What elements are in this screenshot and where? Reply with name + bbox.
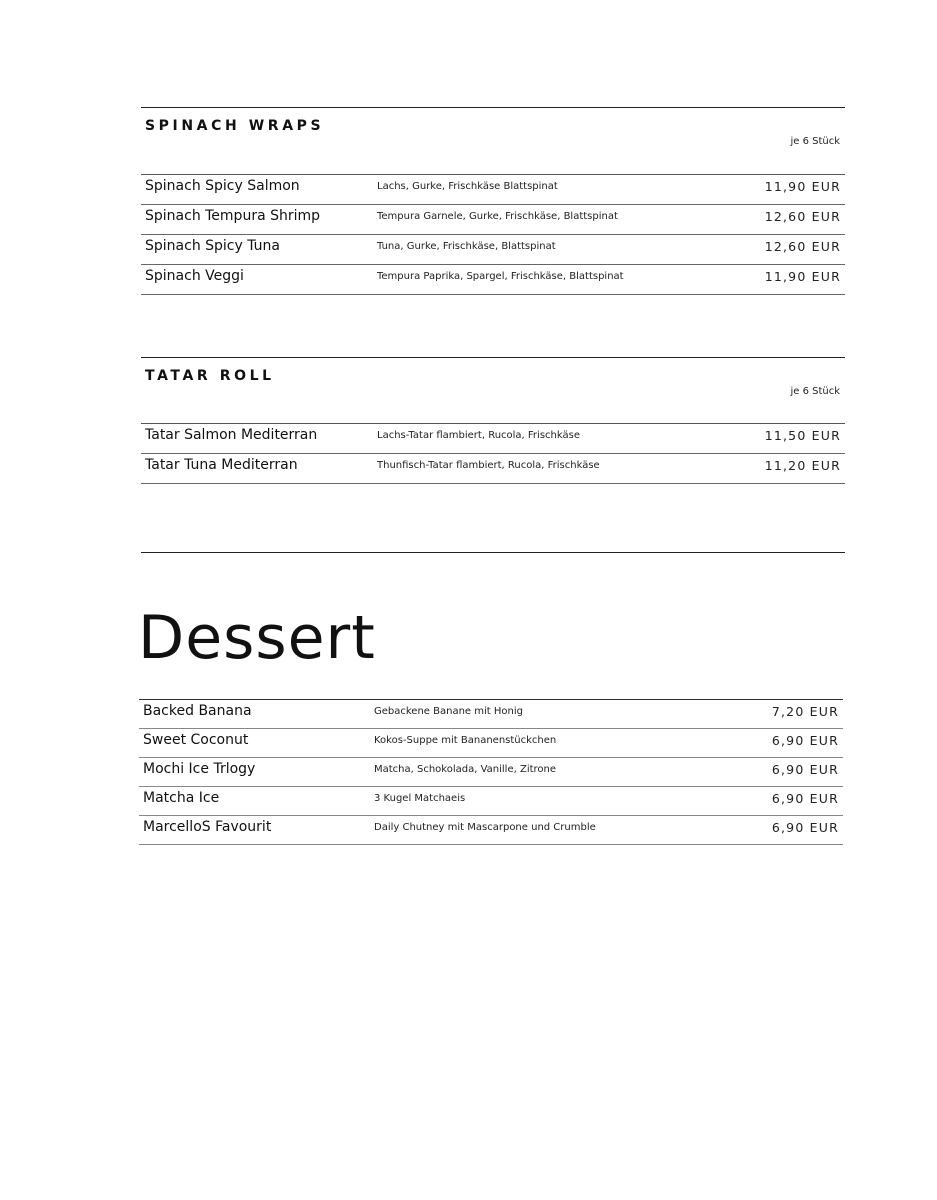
menu-list: [141, 423, 845, 484]
section-dessert: [139, 699, 843, 845]
item-name: Spinach Spicy Salmon: [145, 178, 300, 194]
item-description: Matcha, Schokolada, Vanille, Zitrone: [374, 764, 557, 775]
menu-item: [139, 816, 843, 845]
menu-item: [139, 729, 843, 758]
item-price: 11,90 EUR: [764, 179, 841, 194]
item-description: Tempura Paprika, Spargel, Frischkäse, Blattspinat: [377, 271, 624, 282]
item-name: Backed Banana: [143, 703, 252, 719]
menu-item: [141, 205, 845, 235]
item-description: Tempura Garnele, Gurke, Frischkäse, Blattspinat: [377, 211, 618, 222]
item-description: Kokos-Suppe mit Bananenstückchen: [374, 735, 557, 746]
item-price: 6,90 EUR: [771, 762, 839, 777]
item-price: 6,90 EUR: [771, 733, 839, 748]
menu-item: [141, 424, 845, 454]
section-title: SPINACH WRAPS: [145, 118, 325, 134]
menu-item: [139, 758, 843, 787]
section-title: TATAR ROLL: [145, 368, 275, 384]
menu-item: [141, 175, 845, 205]
item-description: Thunfisch-Tatar flambiert, Rucola, Frischkäse: [377, 460, 600, 471]
section-divider: [141, 552, 845, 553]
item-name: Tatar Tuna Mediterran: [145, 457, 298, 473]
item-name: Spinach Tempura Shrimp: [145, 208, 321, 224]
section-note: je 6 Stück: [790, 136, 840, 147]
item-price: 11,20 EUR: [764, 458, 841, 473]
menu-item: [141, 454, 845, 484]
item-price: 11,50 EUR: [764, 428, 841, 443]
menu-item: [139, 787, 843, 816]
item-price: 7,20 EUR: [771, 704, 839, 719]
item-description: Daily Chutney mit Mascarpone und Crumble: [374, 822, 596, 833]
item-name: Sweet Coconut: [143, 732, 249, 748]
section-spinach-wraps: [141, 107, 845, 292]
item-name: Matcha Ice: [143, 790, 220, 806]
item-name: Spinach Spicy Tuna: [145, 238, 280, 254]
item-price: 12,60 EUR: [764, 239, 841, 254]
item-name: Tatar Salmon Mediterran: [145, 427, 318, 443]
item-description: 3 Kugel Matchaeis: [374, 793, 466, 804]
menu-list: [141, 174, 845, 295]
item-price: 6,90 EUR: [771, 791, 839, 806]
section-tatar-roll: [141, 357, 845, 483]
menu-item: [141, 235, 845, 265]
item-price: 12,60 EUR: [764, 209, 841, 224]
item-price: 6,90 EUR: [771, 820, 839, 835]
menu-item: [141, 265, 845, 295]
item-name: MarcelloS Favourit: [143, 819, 272, 835]
item-name: Mochi Ice Trlogy: [143, 761, 256, 777]
item-name: Spinach Veggi: [145, 268, 244, 284]
item-description: Tuna, Gurke, Frischkäse, Blattspinat: [377, 241, 556, 252]
item-price: 11,90 EUR: [764, 269, 841, 284]
item-description: Lachs, Gurke, Frischkäse Blattspinat: [377, 181, 558, 192]
section-note: je 6 Stück: [790, 386, 840, 397]
menu-item: [139, 700, 843, 729]
item-description: Gebackene Banane mit Honig: [374, 706, 523, 717]
dessert-heading: Dessert: [138, 603, 376, 673]
item-description: Lachs-Tatar flambiert, Rucola, Frischkäse: [377, 430, 580, 441]
